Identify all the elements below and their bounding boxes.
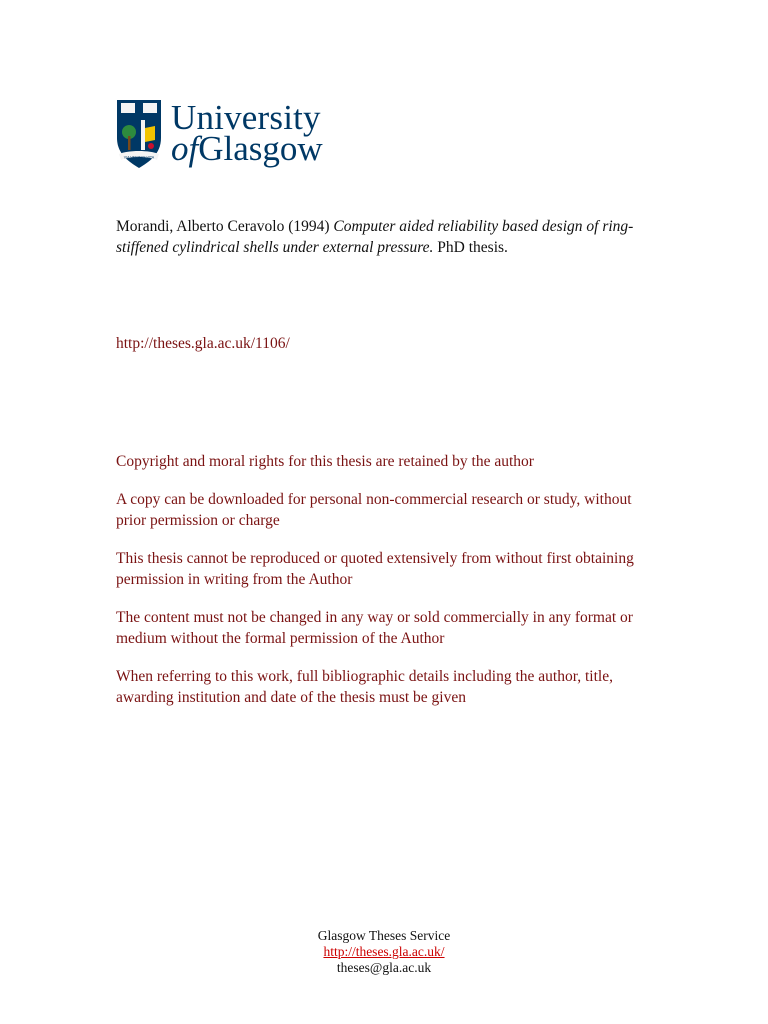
rights-statement: Copyright and moral rights for this thesis are retained by the author [116,453,534,470]
rights-statement: A copy can be downloaded for personal non-commercial research or study, without prior permission or charge [116,491,632,529]
citation [116,216,656,258]
wordmark-line-1: University [171,98,321,137]
university-logo [115,98,355,170]
footer-url-link[interactable]: http://theses.gla.ac.uk/ [323,944,445,959]
footer [0,928,768,976]
rights-statement: When referring to this work, full bibliographic details including the author, title, awarding institution and date of the thesis must be given [116,668,613,706]
rights-statement: The content must not be changed in any way or sold commercially in any format or medium without the formal permission of the Author [116,609,633,647]
crest-motto: VIA VERITAS VITA [123,155,155,160]
rights-statements [116,451,661,725]
rights-statement: This thesis cannot be reproduced or quoted extensively from without first obtaining permission in writing from the Author [116,550,634,588]
university-crest-icon [115,98,163,170]
footer-service: Glasgow Theses Service [317,928,451,943]
wordmark-glasgow: Glasgow [198,129,323,168]
footer-email[interactable]: theses@gla.ac.uk [336,960,432,975]
wordmark-of: of [171,129,199,168]
citation-title: Computer aided reliability based design of ring-stiffened cylindrical shells under external pressure. [116,218,634,256]
thesis-link[interactable]: http://theses.gla.ac.uk/1106/ [116,335,290,352]
citation-type: PhD thesis. [437,239,508,256]
wordmark-line-2 [171,131,323,166]
citation-author-year: Morandi, Alberto Ceravolo (1994) [116,218,330,235]
